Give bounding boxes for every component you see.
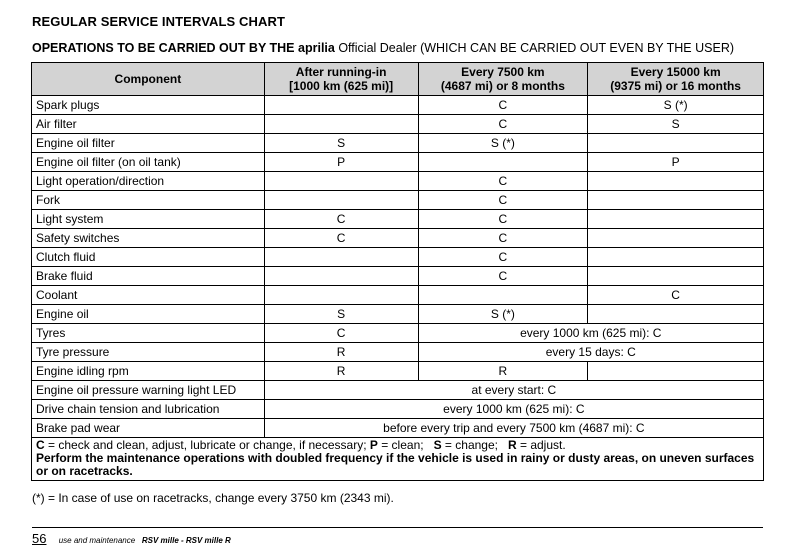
table-row — [32, 343, 764, 362]
component-cell: Spark plugs — [32, 96, 265, 115]
every-15000-cell — [588, 362, 764, 381]
after-running-in-cell — [264, 115, 418, 134]
footnote: (*) = In case of use on racetracks, change every 3750 km (2343 mi). — [32, 491, 394, 505]
every-15000-cell — [588, 305, 764, 324]
header-every-15000-line2: (9375 mi) or 16 months — [610, 79, 741, 93]
header-every-15000-line1: Every 15000 km — [630, 65, 721, 79]
after-running-in-cell — [264, 248, 418, 267]
interval-full-span-cell: at every start: C — [264, 381, 763, 400]
section-subtitle — [32, 41, 734, 55]
table-row — [32, 172, 764, 191]
every-15000-cell — [588, 229, 764, 248]
component-cell: Tyre pressure — [32, 343, 265, 362]
every-15000-cell — [588, 191, 764, 210]
every-15000-cell: P — [588, 153, 764, 172]
table-row — [32, 229, 764, 248]
every-15000-cell — [588, 267, 764, 286]
after-running-in-cell — [264, 191, 418, 210]
header-every-7500 — [418, 63, 588, 96]
table-header-row — [32, 63, 764, 96]
legend-p-key: P — [369, 438, 378, 452]
every-7500-cell: S (*) — [418, 305, 588, 324]
table-row — [32, 134, 764, 153]
component-cell: Brake fluid — [32, 267, 265, 286]
header-after-running-in-line2: [1000 km (625 mi)] — [289, 79, 394, 93]
legend-r-key: R — [507, 438, 517, 452]
every-15000-cell — [588, 248, 764, 267]
every-15000-cell: C — [588, 286, 764, 305]
legend-s-key: S — [433, 438, 442, 452]
component-cell: Engine oil — [32, 305, 265, 324]
table-row — [32, 400, 764, 419]
table-row — [32, 153, 764, 172]
every-7500-cell: C — [418, 115, 588, 134]
header-every-7500-line1: Every 7500 km — [461, 65, 545, 79]
table-row — [32, 305, 764, 324]
interval-full-span-cell: before every trip and every 7500 km (4687 mi): C — [264, 419, 763, 438]
table-row — [32, 267, 764, 286]
legend-cell — [32, 438, 764, 481]
table-row — [32, 191, 764, 210]
every-7500-cell: S (*) — [418, 134, 588, 153]
component-cell: Safety switches — [32, 229, 265, 248]
component-cell: Brake pad wear — [32, 419, 265, 438]
header-every-7500-line2: (4687 mi) or 8 months — [440, 79, 565, 93]
every-7500-cell — [418, 286, 588, 305]
table-row — [32, 210, 764, 229]
page-title: REGULAR SERVICE INTERVALS CHART — [32, 14, 286, 29]
header-after-running-in-line1: After running-in — [295, 65, 387, 79]
after-running-in-cell — [264, 96, 418, 115]
table-row — [32, 248, 764, 267]
header-component-label: Component — [114, 72, 182, 86]
legend-s-text: = change; — [441, 438, 508, 452]
after-running-in-cell: S — [264, 305, 418, 324]
table-row — [32, 362, 764, 381]
subtitle-prefix: OPERATIONS TO BE CARRIED OUT BY THE — [32, 41, 295, 55]
footer-model: RSV mille - RSV mille R — [141, 536, 231, 545]
service-intervals-table — [31, 62, 764, 481]
header-every-15000 — [588, 63, 764, 96]
every-15000-cell: S — [588, 115, 764, 134]
after-running-in-cell: C — [264, 324, 418, 343]
component-cell: Fork — [32, 191, 265, 210]
footer-section: use and maintenance — [58, 536, 136, 545]
legend-c-key: C — [36, 438, 45, 452]
legend-row — [32, 438, 764, 481]
interval-span-cell: every 1000 km (625 mi): C — [418, 324, 763, 343]
header-after-running-in — [264, 63, 418, 96]
every-7500-cell: C — [418, 229, 588, 248]
component-cell: Tyres — [32, 324, 265, 343]
component-cell: Light operation/direction — [32, 172, 265, 191]
table-row — [32, 96, 764, 115]
every-7500-cell: C — [418, 248, 588, 267]
component-cell: Drive chain tension and lubrication — [32, 400, 265, 419]
after-running-in-cell: C — [264, 210, 418, 229]
after-running-in-cell: P — [264, 153, 418, 172]
every-7500-cell: R — [418, 362, 588, 381]
every-7500-cell: C — [418, 172, 588, 191]
component-cell: Coolant — [32, 286, 265, 305]
after-running-in-cell: C — [264, 229, 418, 248]
every-7500-cell: C — [418, 210, 588, 229]
table-row — [32, 286, 764, 305]
every-15000-cell — [588, 134, 764, 153]
component-cell: Air filter — [32, 115, 265, 134]
every-15000-cell: S (*) — [588, 96, 764, 115]
after-running-in-cell — [264, 267, 418, 286]
component-cell: Engine oil filter — [32, 134, 265, 153]
brand-name: aprilia — [298, 41, 335, 55]
footer-divider — [32, 527, 763, 528]
legend-c-text: = check and clean, adjust, lubricate or change, if necessary; — [44, 438, 370, 452]
legend-p-text: = clean; — [377, 438, 434, 452]
component-cell: Engine idling rpm — [32, 362, 265, 381]
component-cell: Light system — [32, 210, 265, 229]
every-7500-cell: C — [418, 267, 588, 286]
after-running-in-cell: R — [264, 362, 418, 381]
after-running-in-cell: R — [264, 343, 418, 362]
legend-r-text: = adjust. — [516, 438, 566, 452]
interval-span-cell: every 15 days: C — [418, 343, 763, 362]
after-running-in-cell: S — [264, 134, 418, 153]
page-number: 56 — [32, 531, 47, 546]
every-7500-cell — [418, 153, 588, 172]
after-running-in-cell — [264, 286, 418, 305]
page-footer — [32, 531, 231, 546]
interval-full-span-cell: every 1000 km (625 mi): C — [264, 400, 763, 419]
every-15000-cell — [588, 172, 764, 191]
after-running-in-cell — [264, 172, 418, 191]
component-cell: Engine oil pressure warning light LED — [32, 381, 265, 400]
every-15000-cell — [588, 210, 764, 229]
component-cell: Clutch fluid — [32, 248, 265, 267]
legend-note: Perform the maintenance operations with doubled frequency if the vehicle is used in rainy or dusty areas, on uneven surfaces or on racetracks. — [36, 451, 755, 478]
header-component — [32, 63, 265, 96]
table-row — [32, 115, 764, 134]
table-row — [32, 419, 764, 438]
table-row — [32, 381, 764, 400]
every-7500-cell: C — [418, 191, 588, 210]
every-7500-cell: C — [418, 96, 588, 115]
table-row — [32, 324, 764, 343]
component-cell: Engine oil filter (on oil tank) — [32, 153, 265, 172]
subtitle-suffix: Official Dealer (WHICH CAN BE CARRIED OUT EVEN BY THE USER) — [338, 41, 735, 55]
